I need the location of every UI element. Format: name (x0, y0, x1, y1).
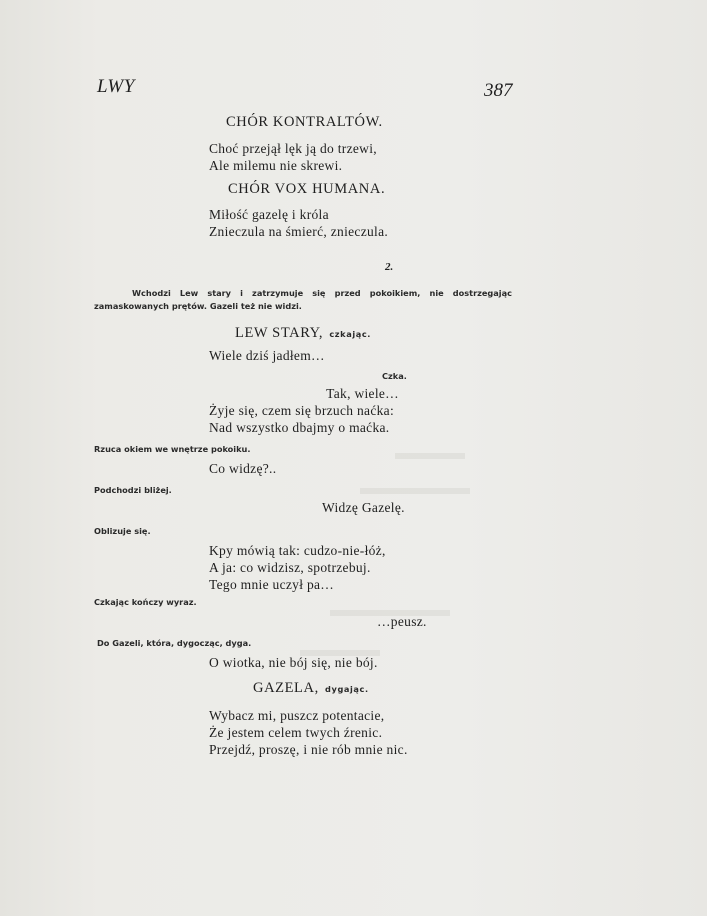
verse-line: O wiotka, nie bój się, nie bój. (209, 655, 378, 670)
stage-direction-finish: Czkając kończy wyraz. (94, 597, 197, 607)
stage-direction-look: Rzuca okiem we wnętrze pokoiku. (94, 444, 251, 454)
verse-line: Że jestem celem twych źrenic. (209, 725, 383, 740)
stage-direction-to-gazela: Do Gazeli, która, dygocząc, dyga. (97, 638, 252, 648)
verse-line: A ja: co widzisz, spotrzebuj. (209, 560, 371, 575)
verse-line: …peusz. (377, 614, 427, 629)
verse-line: Przejdź, proszę, i nie rób mnie nic. (209, 742, 408, 757)
stage-direction-entry: Wchodzi Lew stary i zatrzymuje się przed pokoikiem, nie dostrzegając zamaskowanych prętów. Gazeli też nie widzi. (94, 288, 512, 311)
bleed-through-mark (395, 453, 465, 459)
verse-line: Ale milemu nie skrewi. (209, 158, 343, 173)
speaker-gazela (253, 680, 369, 697)
speaker-direction: dygając. (325, 684, 369, 694)
verse-line: Wiele dziś jadłem… (209, 348, 325, 363)
verse-line: Żyje się, czem się brzuch naćka: (209, 403, 395, 418)
verse-line: Znieczula na śmierć, znieczula. (209, 224, 389, 239)
stage-direction-lick: Oblizuje się. (94, 526, 151, 536)
verse-gazela (209, 707, 408, 758)
verse-line: Tak, wiele… (326, 386, 399, 401)
speaker-name: GAZELA, (253, 680, 319, 696)
speaker-direction: czkając. (329, 329, 372, 339)
verse-line: Wybacz mi, puszcz potentacie, (209, 708, 385, 723)
running-head: LWY (97, 76, 135, 97)
verse-line: Tego mnie uczył pa… (209, 577, 335, 592)
verse-line: Widzę Gazelę. (322, 500, 405, 515)
speaker-chor-kontraltow: CHÓR KONTRALTÓW. (226, 114, 383, 130)
verse-line: Miłość gazelę i króla (209, 207, 329, 222)
speaker-name: LEW STARY, (235, 325, 324, 341)
stage-direction-hiccup: Czka. (382, 371, 407, 381)
verse-chor-kontraltow (209, 140, 377, 174)
bleed-through-mark (360, 488, 470, 494)
verse-line: Co widzę?.. (209, 461, 277, 476)
speaker-chor-vox-humana: CHÓR VOX HUMANA. (228, 181, 386, 197)
verse-lew-stary-2 (209, 385, 399, 436)
verse-lew-stary-3 (209, 542, 386, 593)
verse-line: Nad wszystko dbajmy o maćka. (209, 420, 390, 435)
verse-line: Kpy mówią tak: cudzo-nie-łóż, (209, 543, 386, 558)
page-number: 387 (484, 80, 513, 101)
verse-line: Choć przejął lęk ją do trzewi, (209, 141, 377, 156)
stage-direction-approach: Podchodzi bliżej. (94, 485, 172, 495)
section-number: 2. (385, 261, 394, 273)
speaker-lew-stary (235, 325, 371, 342)
verse-chor-vox-humana (209, 206, 388, 240)
